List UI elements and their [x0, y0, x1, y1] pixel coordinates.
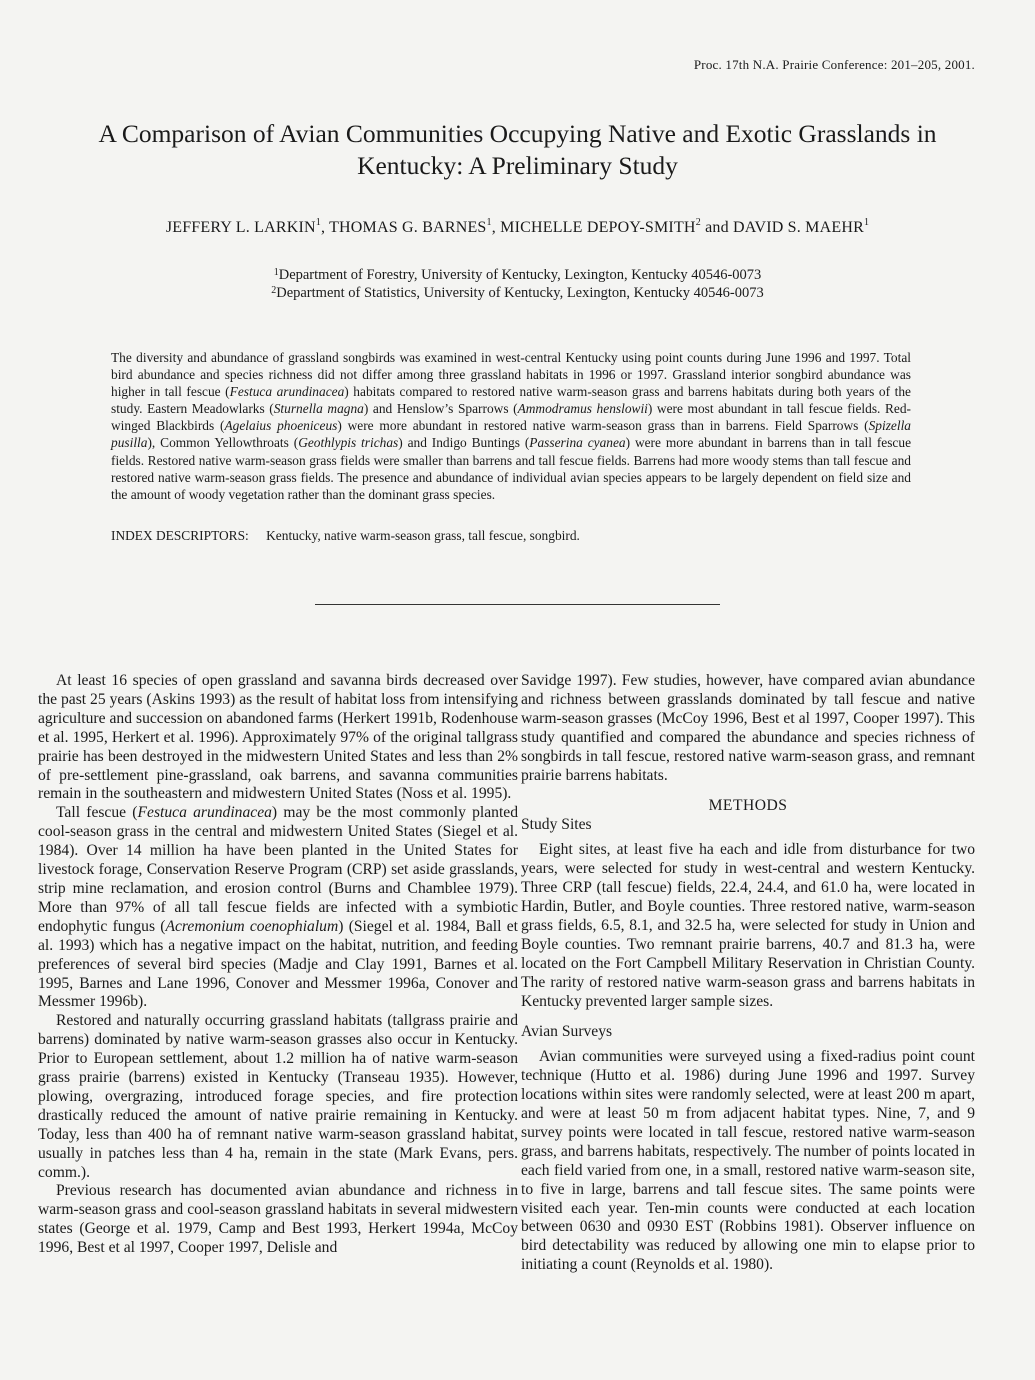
title-line-1: A Comparison of Avian Communities Occupying Native and Exotic Grasslands in	[98, 119, 937, 148]
study-sites-text: Eight sites, at least five ha each and idle from disturbance for two years, were selected for study in west-central and western Kentucky. Three CRP (tall fescue) fields, 22.4, 24.4, and 61.0 ha, were located in Hardin, Butler, and Boyle counties. Three restored native, warm-season grass fields, 6.5, 8.1, and 32.5 ha, were selected for study in Union and Boyle counties. Two remnant prairie barrens, 40.7 and 81.3 ha, were located on the Fort Campbell Military Reservation in Christian County. The rarity of restored native warm-season grass and barrens habitats in Kentucky prevented larger sample sizes.	[521, 841, 975, 1010]
title-line-2: Kentucky: A Preliminary Study	[357, 151, 678, 180]
author-name: DAVID S. MAEHR	[733, 219, 864, 236]
affiliation-text: Department of Forestry, University of Kentucky, Lexington, Kentucky 40546-0073	[278, 267, 762, 283]
left-column	[38, 672, 518, 1258]
author-affiliation-mark: 1	[315, 217, 321, 228]
author-list: JEFFERY L. LARKIN$^1$, THOMAS G. BARNES$^1$, MICHELLE DEPOY-SMITH$^2$ and DAVID S. MAEHR$^1$	[165, 217, 870, 236]
abstract-text: ) were more abundant in barrens than in tall fescue fields. Restored native warm-season grass fields were smaller than barrens and tall fescue fields. Barrens had more woody stems than tall fescue and restored native warm-season grass fields. The presence and abundance of individual avian species appears to be largely dependent on field size and the amount of woody vegetation rather than the dominant grass species.	[111, 435, 912, 502]
paragraph-text: Restored and naturally occurring grassland habitats (tallgrass prairie and barrens) dominated by native warm-season grasses also occur in Kentucky. Prior to European settlement, about 1.2 million ha of native warm-season grass prairie (barrens) existed in Kentucky (Transeau 1935). However, plowing, overgrazing, introduced forage species, and fire protection drastically reduced the amount of native prairie remaining in Kentucky. Today, less than 400 ha of remnant native warm-season grassland habitat, usually in patches less than 4 ha, remain in the state (Mark Evans, pers. comm.).	[38, 1012, 518, 1181]
paragraph-text: At least 16 species of open grassland and savanna birds decreased over the past 25 years (Askins 1993) as the result of habitat loss from intensifying agriculture and succession on abandoned farms (Herkert 1991b, Rodenhouse et al. 1995, Herkert et al. 1996). Approximately 97% of the original tallgrass prairie has been destroyed in the midwestern United States and less than 2% of pre-settlement pine-grassland, oak barrens, and savanna communities remain in the southeastern and midwestern United States (Noss et al. 1995).	[38, 672, 518, 803]
abstract	[111, 349, 911, 503]
affiliation-line	[0, 284, 1035, 302]
paragraph-text: ) (Siegel et al. 1984, Ball et al. 1993) which has a negative impact on the habitat, nutrition, and feeding preferences of several bird species (Madje and Clay 1991, Barnes et al. 1995, Barnes and Lane 1996, Conover and Messmer 1996a, Conover and Messmer 1996b).	[38, 917, 518, 1011]
abstract-text: ), Common Yellowthroats (	[147, 435, 299, 451]
abstract-text: ) and Henslow’s Sparrows (	[363, 401, 518, 417]
index-descriptors-terms: Kentucky, native warm-season grass, tall fescue, songbird.	[266, 528, 580, 543]
intro-paragraph	[38, 672, 518, 804]
abstract-text: ) and Indigo Buntings (	[398, 435, 530, 451]
paper-title	[40, 118, 995, 182]
running-head: Proc. 17th N.A. Prairie Conference: 201–205, 2001.	[693, 57, 975, 72]
index-descriptors-label: INDEX DESCRIPTORS:	[111, 528, 249, 543]
author-affiliation-mark: 1	[486, 217, 492, 228]
author-name: JEFFERY L. LARKIN	[165, 219, 316, 236]
study-sites-heading: Study Sites	[521, 816, 592, 834]
species-name: Sturnella magna	[273, 401, 364, 417]
abstract-text: ) were most abundant in tall fescue fields. Red-winged Blackbirds (	[111, 401, 911, 434]
intro-paragraph	[38, 1182, 518, 1258]
intro-continuation: Savidge 1997). Few studies, however, have compared avian abundance and richness between grasslands dominated by tall fescue and native warm-season grasses (McCoy 1996, Best et al 1997, Cooper 1997). This study quantified and compared the abundance and species richness of songbirds in tall fescue, restored native warm-season grass, and remnant prairie barrens habitats.	[521, 672, 975, 784]
methods-heading: METHODS	[708, 797, 788, 815]
species-name: Spizella pusilla	[111, 418, 911, 451]
species-name: Festuca arundinacea	[137, 804, 272, 822]
affiliation-mark: 1	[273, 267, 279, 278]
affiliation-text: Department of Statistics, University of Kentucky, Lexington, Kentucky 40546-0073	[276, 285, 764, 301]
intro-paragraph	[38, 804, 518, 1012]
avian-surveys-text: Avian communities were surveyed using a fixed-radius point count technique (Hutto et al. 1986) during June 1996 and 1997. Survey locations within sites were randomly selected, were at least 200 m apart, and were at least 50 m from adjacent habitat types. Nine, 7, and 9 survey points were located in tall fescue, restored native warm-season grass, and barrens habitats, respectively. The number of points located in each field varied from one, in a small, restored native warm-season site, to five in large, barrens and tall fescue sites. The same points were visited each year. Ten-min counts were conducted at each location between 0630 and 0930 EST (Robbins 1981). Observer influence on bird detectability was reduced by allowing one min to elapse prior to initiating a count (Reynolds et al. 1980).	[521, 1048, 975, 1274]
paragraph-text: ) may be the most commonly planted cool-season grass in the central and midwestern United States (Siegel et al. 1984). Over 14 million ha have been planted in the United States for livestock forage, Conservation Reserve Program (CRP) set aside grasslands, strip mine reclamation, and erosion control (Burns and Chamblee 1979). More than 97% of all tall fescue fields are infected with a symbiotic endophytic fungus (	[38, 804, 519, 935]
author-affiliation-mark: 2	[695, 217, 701, 228]
avian-surveys-heading: Avian Surveys	[521, 1023, 613, 1041]
paragraph-text: Previous research has documented avian abundance and richness in warm-season grass and cool-season grassland habitats in several midwestern states (George et al. 1979, Camp and Best 1993, Herkert 1994a, McCoy 1996, Best et al 1997, Cooper 1997, Delisle and	[38, 1182, 518, 1257]
intro-paragraph	[38, 1012, 518, 1182]
affiliation-line	[0, 266, 1035, 284]
author-name: THOMAS G. BARNES	[329, 219, 487, 236]
species-name: Passerina cyanea	[529, 435, 626, 451]
abstract-text: ) were more abundant in restored native warm-season grass than in barrens. Field Sparrows (	[337, 418, 869, 434]
abstract-text: ) habitats compared to restored native warm-season grass and barrens habitats during both years of the study. Eastern Meadowlarks (	[111, 384, 911, 417]
author-affiliation-mark: 1	[863, 217, 870, 228]
affiliation-list	[0, 266, 1035, 302]
author-name: MICHELLE DEPOY-SMITH	[500, 219, 696, 236]
abstract-text: The diversity and abundance of grassland songbirds was examined in west-central Kentucky using point counts during June 1996 and 1997. Total bird abundance and species richness did not differ among three grassland habitats in 1996 or 1997. Grassland interior songbird abundance was higher in tall fescue (	[111, 350, 911, 400]
species-name: Agelaius phoeniceus	[224, 418, 338, 434]
paragraph-text: Tall fescue (	[56, 804, 138, 822]
species-name: Festuca arundinacea	[229, 384, 345, 400]
section-divider	[315, 604, 720, 605]
species-name: Ammodramus henslowii	[517, 401, 648, 417]
index-descriptors	[111, 528, 911, 544]
species-name: Acremonium coenophialum	[165, 917, 339, 935]
affiliation-mark: 2	[271, 285, 277, 296]
species-name: Geothlypis trichas	[298, 435, 399, 451]
right-column	[521, 672, 975, 1275]
